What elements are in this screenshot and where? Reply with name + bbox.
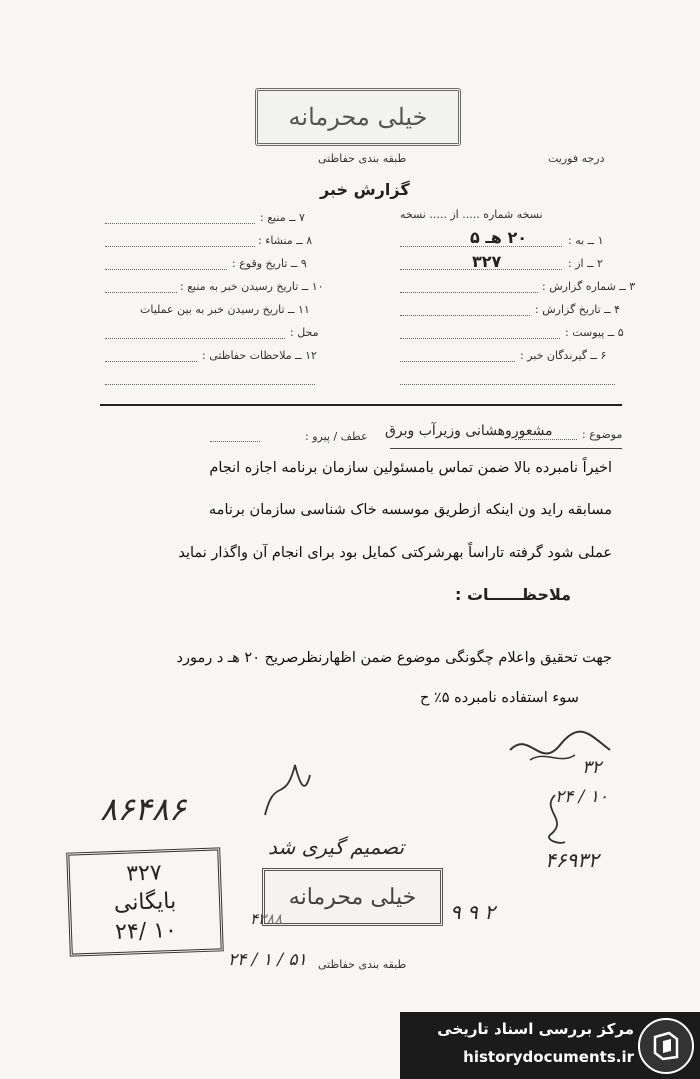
remarks-line-2: سوء استفاده نامبرده ۵٪ ح: [420, 690, 579, 706]
body-line-2: مسابقه راید ون اینکه ازطریق موسسه خاک شناسی سازمان برنامه: [208, 502, 612, 518]
classification-label-bottom: طبقه بندی حفاظتی: [318, 958, 407, 971]
dots-source-receipt: [105, 292, 177, 293]
dots-location: [105, 338, 285, 339]
remarks-line-1: جهت تحقیق واعلام چگونگی موضوع ضمن اظهارنظرصریح ۲۰ هـ د رمورد: [176, 650, 612, 666]
subject-value: مشعوروهشانی وزیرآب وبرق: [385, 423, 553, 439]
handwritten-number: ۸۶۴۸۶: [100, 790, 186, 828]
copy-number-line: نسخه شماره ..... از ..... نسخه: [400, 208, 543, 221]
reference-label: عطف / پیرو :: [305, 430, 368, 443]
signature-scrawl-2: [255, 755, 315, 825]
archive-stamp-number: ۳۲۷: [125, 859, 163, 887]
dots-security-2: [105, 384, 315, 385]
dots-origin: [105, 246, 255, 247]
field-source-receipt-date: ۱۰ ــ تاریخ رسیدن خبر به منبع :: [180, 280, 324, 293]
field-source: ۷ ــ منبع :: [260, 211, 305, 224]
dots-reference: [210, 441, 260, 442]
dots-recipients-2: [400, 384, 615, 385]
dots-recipients: [400, 361, 515, 362]
priority-label: درجه فوریت: [548, 152, 605, 165]
report-title: گزارش خبر: [320, 180, 410, 199]
field-operations-receipt-date: ۱۱ ــ تاریخ رسیدن خبر به بین عملیات: [140, 303, 310, 316]
handwritten-note-1: ۳۲: [582, 757, 602, 778]
handwritten-bottom-date: ۲۴ / ۱ / ۵۱: [228, 950, 307, 970]
dots-security: [105, 361, 197, 362]
dots-report-date: [400, 315, 530, 316]
handwritten-middle-note: تصمیم گیری شد: [268, 835, 405, 859]
site-logo-icon: [638, 1018, 694, 1074]
field-to-value: ۲۰ هـ ۵: [470, 228, 527, 247]
field-occurrence-date: ۹ ــ تاریخ وقوع :: [232, 257, 307, 270]
dots-attachment: [400, 338, 560, 339]
dots-report-number: [400, 292, 538, 293]
dots-occurrence-date: [105, 269, 227, 270]
handwritten-margin-number: ۹ ۹ ۲: [450, 900, 495, 924]
archive-stamp-label: بایگانی: [113, 888, 177, 916]
body-line-1: اخیراً نامبرده بالا ضمن تماس بامسئولین سازمان برنامه اجازه انجام: [209, 460, 612, 476]
dots-subject: [515, 439, 577, 440]
field-to: ۱ ــ به :: [568, 234, 604, 247]
field-report-date: ۴ ــ تاریخ گزارش :: [535, 303, 621, 316]
remarks-label: ملاحظــــــات :: [455, 585, 572, 604]
dots-source: [105, 223, 255, 224]
body-line-3: عملی شود گرفته تاراساً بهرشرکتی کمایل بود برای انجام آن واگذار نماید: [178, 545, 612, 561]
handwritten-code: ۴۶۹۳۲: [545, 848, 599, 872]
signature-scrawl: [500, 720, 620, 780]
site-footer: [400, 1012, 700, 1079]
field-from: ۲ ــ از :: [568, 257, 603, 270]
site-url[interactable]: historydocuments.ir: [463, 1048, 634, 1066]
stamp-top-text: خیلی محرمانه: [288, 103, 428, 131]
field-location: محل :: [290, 326, 319, 339]
confidential-stamp-top: [255, 88, 461, 146]
form-divider: [100, 404, 622, 406]
subject-underline: [390, 448, 622, 449]
site-name: مرکز بررسی اسناد تاریخی: [437, 1020, 634, 1038]
classification-label-top: طبقه بندی حفاظتی: [318, 152, 407, 165]
field-recipients: ۶ ــ گیرندگان خبر :: [520, 349, 607, 362]
dots-from: [400, 269, 562, 270]
handwritten-bottom-number: ۴۳۸۸: [250, 910, 283, 928]
stamp-bottom-text: خیلی محرمانه: [288, 884, 417, 910]
dots-to: [400, 246, 562, 247]
archive-stamp-date: ۲۴/ ۱۰: [114, 917, 178, 945]
field-report-number: ۳ ــ شماره گزارش :: [542, 280, 636, 293]
archive-stamp: [66, 847, 224, 956]
field-origin: ۸ ــ منشاء :: [258, 234, 313, 247]
confidential-stamp-bottom: [262, 868, 443, 926]
field-attachment: ۵ ــ پیوست :: [565, 326, 624, 339]
subject-label: موضوع :: [582, 428, 623, 441]
handwritten-date-1: ۲۴ / ۱۰: [555, 787, 609, 807]
field-security-remarks: ۱۲ ــ ملاحظات حفاظتی :: [202, 349, 317, 362]
field-from-value: ۳۲۷: [472, 252, 502, 271]
